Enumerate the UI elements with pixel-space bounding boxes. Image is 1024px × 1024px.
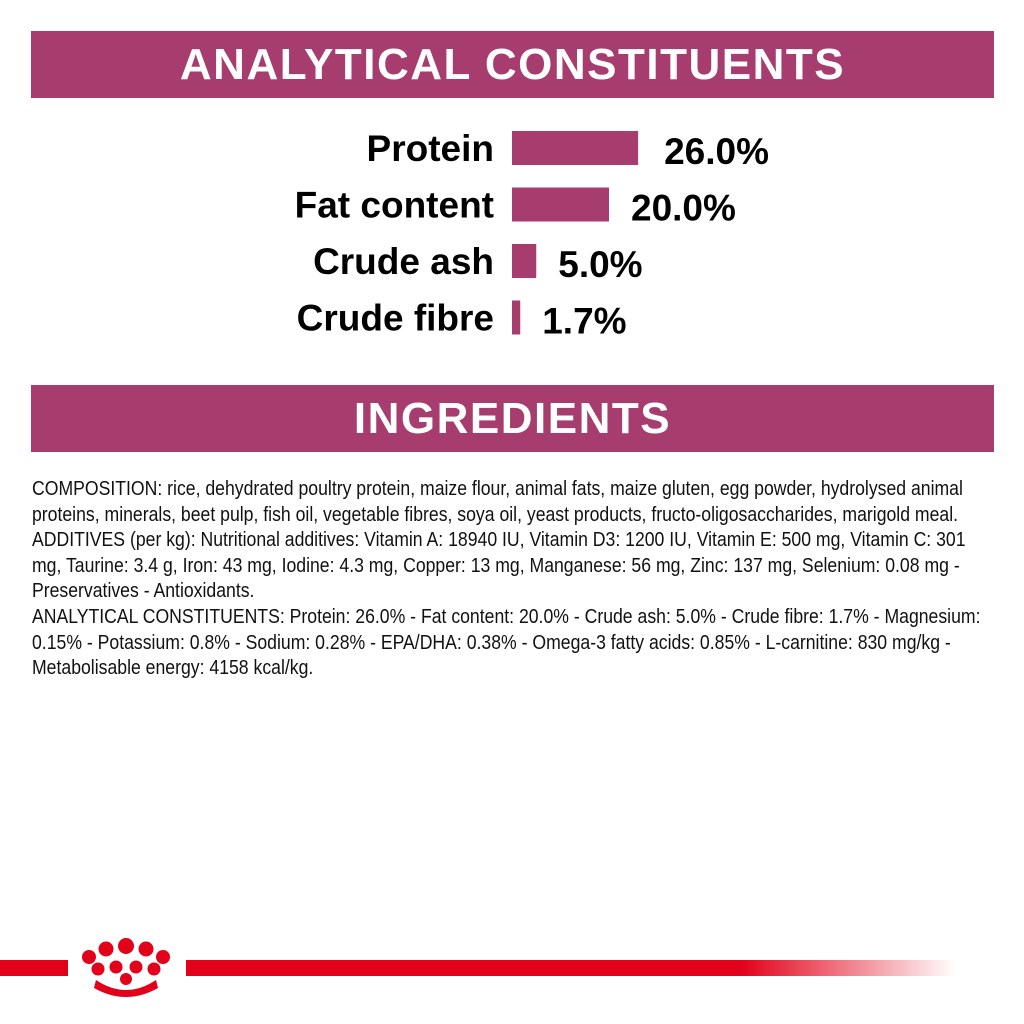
category-label: Protein — [366, 128, 494, 169]
analytical-constituents-title: ANALYTICAL CONSTITUENTS — [179, 39, 846, 89]
additives-paragraph: ADDITIVES (per kg): Nutritional additives: Vitamin A: 18940 IU, Vitamin D3: 1200 IU, Vitamin E: 500 mg, Vitamin C: 301 mg, Taurine: 3.4 g, Iron: 43 mg, Iodine: 4.3 mg, Copper: 13 mg, Manganese: 56 mg, Zinc: 137 mg, Selenium: 0.08 mg - Preservatives - Antioxidants. — [32, 528, 966, 603]
category-label: Crude ash — [313, 241, 494, 282]
category-label: Fat content — [294, 184, 494, 226]
ingredients-header — [31, 385, 994, 452]
value-label: 5.0% — [558, 244, 643, 285]
analytical-constituents-chart — [0, 115, 1024, 355]
bar — [512, 301, 520, 335]
footer-stripe-left — [0, 960, 68, 976]
ingredients-title: INGREDIENTS — [353, 393, 672, 443]
bar — [512, 131, 638, 165]
bar — [512, 188, 609, 222]
value-label: 1.7% — [542, 300, 627, 342]
crown-icon — [82, 938, 170, 997]
value-label: 20.0% — [631, 187, 736, 229]
value-label: 26.0% — [664, 131, 770, 172]
analytical-paragraph: ANALYTICAL CONSTITUENTS: Protein: 26.0% - Fat content: 20.0% - Crude ash: 5.0% - Crude fibre: 1.7% - Magnesium: 0.15% - Potassium: 0.8% - Sodium: 0.28% - EPA/DHA: 0.38% - Omega-3 fatty acids: 0.85% - L-carnitine: 830 mg/kg - Metabolisable energy: 4158 kcal/kg. — [32, 604, 981, 680]
analytical-constituents-header — [31, 31, 994, 98]
bar — [512, 244, 536, 278]
category-label: Crude fibre — [296, 297, 494, 339]
ingredients-text — [32, 476, 981, 681]
footer-brand-strip — [0, 930, 1024, 1000]
footer-stripe-right — [186, 960, 956, 976]
composition-paragraph: COMPOSITION: rice, dehydrated poultry protein, maize flour, animal fats, maize gluten, egg powder, hydrolysed animal proteins, minerals, beet pulp, fish oil, vegetable fibres, soya oil, yeast products, fructo-oligosaccharides, marigold meal. — [32, 477, 963, 526]
